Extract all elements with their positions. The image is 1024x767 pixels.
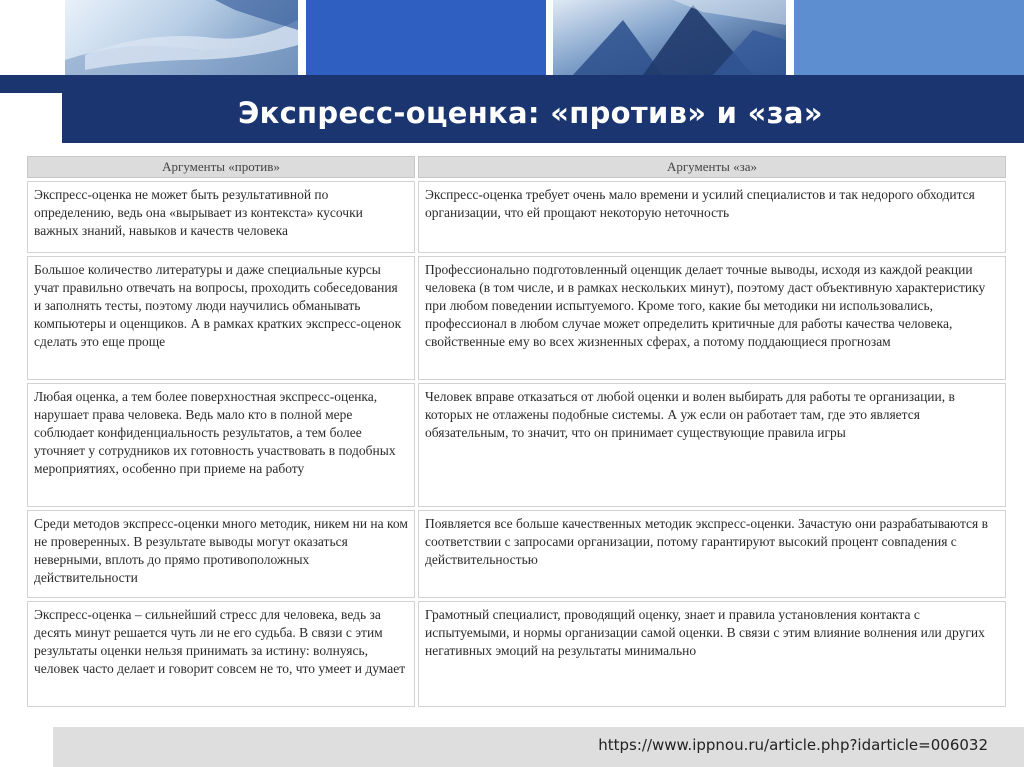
title-gap: [0, 93, 62, 143]
table-row: [27, 181, 1006, 253]
cell-against: Экспресс-оценка – сильнейший стресс для человека, ведь за десять минут решается чуть ли не его судьба. В связи с этим результаты оценки нельзя принимать за истину: волнуясь, человек часто делает и говорит совсем не то, что умеет и думает: [27, 601, 415, 707]
slide-title: Экспресс-оценка: «против» и «за»: [238, 96, 823, 130]
cell-for: Человек вправе отказаться от любой оценки и волен выбирать для работы те организации, в которых не отлажены подобные системы. А уж если он работает там, где это является обязательным, то значит, что он принимает существующие правила игры: [418, 383, 1006, 507]
footer-bar: [53, 727, 1024, 767]
cell-against: Экспресс-оценка не может быть результативной по определению, ведь она «вырывает из контекста» кусочки важных знаний, навыков и качеств человека: [27, 181, 415, 253]
cell-against: Большое количество литературы и даже специальные курсы учат правильно отвечать на вопросы, проходить собеседования и заполнять тесты, поэтому люди научились обманывать компьютеры и оценщиков. А в рамках кратких экспресс-оценок сделать это еще проще: [27, 256, 415, 380]
table-row: [27, 256, 1006, 380]
blue-tile: [306, 0, 546, 75]
skyscraper-image: [553, 0, 786, 75]
table-header-row: [27, 156, 1006, 178]
cell-against: Любая оценка, а тем более поверхностная экспресс-оценка, нарушает права человека. Ведь мало кто в полной мере соблюдает конфиденциальность результатов, а тем более уточняет у сотрудников их готовность участвовать в подобных мероприятиях, особенно при приеме на работу: [27, 383, 415, 507]
cell-for: Появляется все больше качественных методик экспресс-оценки. Зачастую они разрабатываются в соответствии с запросами организации, потому гарантируют высокий процент совпадения с действительностью: [418, 510, 1006, 598]
arguments-table: [24, 153, 1009, 710]
title-bar: [0, 75, 1024, 143]
table-row: [27, 383, 1006, 507]
cell-against: Среди методов экспресс-оценки много методик, никем ни на ком не проверенных. В результате выводы могут оказаться неверными, вплоть до прямо противоположных действительности: [27, 510, 415, 598]
title-accent: [0, 75, 62, 93]
table-row: [27, 510, 1006, 598]
light-blue-tile: [794, 0, 1024, 75]
header-banner: [0, 0, 1024, 75]
cell-for: Грамотный специалист, проводящий оценку, знает и правила установления контакта с испытуемыми, и нормы организации самой оценки. В связи с этим влияние волнения или других негативных эмоций на результаты минимально: [418, 601, 1006, 707]
cell-for: Профессионально подготовленный оценщик делает точные выводы, исходя из каждой реакции человека (в том числе, и в рамках нескольких минут), поэтому даст объективную характеристику при любом поведении испытуемого. Кроме того, какие бы методики ни использовались, профессионал в любом случае может определить критичные для работы качества человека, свойственные ему во всех жизненных сферах, а потому поддающиеся прогнозам: [418, 256, 1006, 380]
header-against: Аргументы «против»: [27, 156, 415, 178]
source-link[interactable]: https://www.ippnou.ru/article.php?idarticle=006032: [598, 736, 988, 754]
cell-for: Экспресс-оценка требует очень мало времени и усилий специалистов и так недорого обходится организации, что ей прощают некоторую неточность: [418, 181, 1006, 253]
header-for: Аргументы «за»: [418, 156, 1006, 178]
arguments-table-wrap: [24, 153, 1000, 702]
table-row: [27, 601, 1006, 707]
keyboard-hands-image: [65, 0, 298, 75]
